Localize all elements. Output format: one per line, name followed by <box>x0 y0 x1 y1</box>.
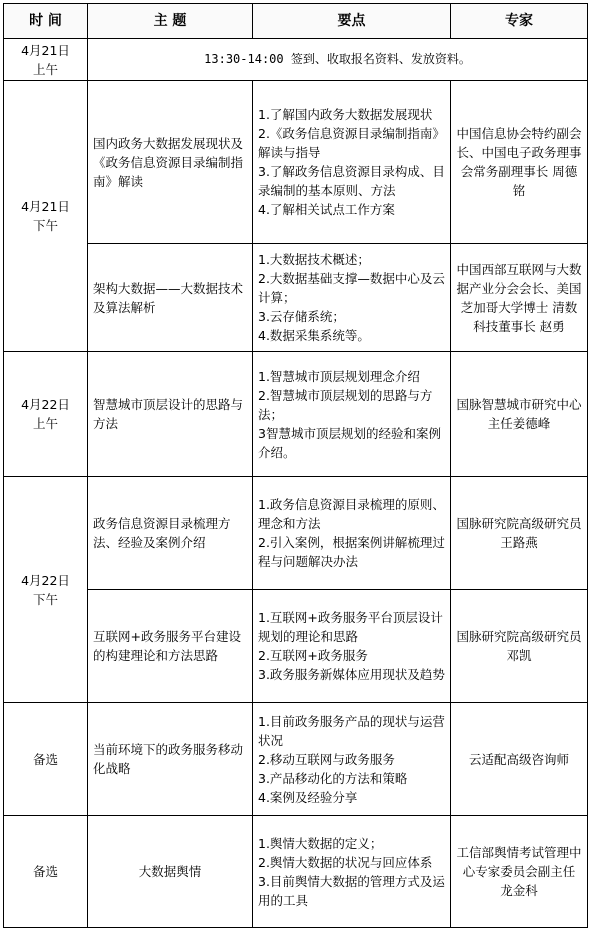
topic-text: 大数据舆情 <box>138 864 202 879</box>
table-row <box>4 81 588 244</box>
topic-cell <box>88 590 253 703</box>
point-item: 2.舆情大数据的状况与回应体系 <box>258 854 433 870</box>
topic-text: 互联网+政务服务平台建设的构建理论和方法思路 <box>93 629 241 663</box>
point-item: 4.了解相关试点工作方案 <box>258 202 395 217</box>
expert-text: 工信部舆情考试管理中心专家委员会副主任 龙金科 <box>456 845 582 898</box>
point-item: 2.互联网+政务服务 <box>258 648 368 663</box>
point-item: 4.案例及经验分享 <box>258 789 358 805</box>
topic-text: 当前环境下的政务服务移动化战略 <box>93 742 244 776</box>
point-item: 2.引入案例，根据案例讲解梳理过程与问题解决办法 <box>258 535 445 569</box>
topic-text: 国内政务大数据发展现状及《政务信息资源目录编制指南》解读 <box>93 135 244 189</box>
expert-text: 国脉研究院高级研究员王路燕 <box>456 516 582 550</box>
expert-cell <box>451 703 588 816</box>
time-cell <box>4 352 88 477</box>
schedule-table <box>3 3 588 928</box>
points-cell <box>253 703 451 816</box>
header-time: 时 间 <box>4 4 88 39</box>
point-item: 2.移动互联网与政务服务 <box>258 751 395 767</box>
time-text: 备选 <box>32 751 58 767</box>
time-text: 4月21日 上午 <box>21 42 70 77</box>
point-item: 1.智慧城市顶层规划理念介绍 <box>258 368 420 384</box>
expert-text: 云适配高级咨询师 <box>468 751 569 767</box>
point-item: 1.了解国内政务大数据发展现状 <box>258 107 433 122</box>
points-cell <box>253 81 451 244</box>
table-row <box>4 590 588 703</box>
topic-text: 架构大数据——大数据技术及算法解析 <box>93 280 244 315</box>
topic-text: 智慧城市顶层设计的思路与方法 <box>93 397 244 431</box>
point-item: 1.舆情大数据的定义； <box>258 835 383 851</box>
table-row <box>4 816 588 928</box>
expert-cell <box>451 477 588 590</box>
expert-cell <box>451 244 588 352</box>
expert-text: 国脉智慧城市研究中心主任姜德峰 <box>456 397 582 431</box>
time-cell <box>4 477 88 703</box>
point-item: 1.政务信息资源目录梳理的原则、理念和方法 <box>258 497 445 531</box>
time-cell <box>4 816 88 928</box>
point-item: 2.大数据基础支撑—数据中心及云计算； <box>258 271 445 305</box>
table-row <box>4 703 588 816</box>
expert-cell <box>451 816 588 928</box>
table-row <box>4 477 588 590</box>
points-cell <box>253 477 451 590</box>
header-points: 要点 <box>253 4 451 39</box>
time-text: 备选 <box>32 864 58 879</box>
time-cell <box>4 703 88 816</box>
table-row <box>4 352 588 477</box>
point-item: 3.云存储系统； <box>258 309 345 324</box>
points-cell <box>253 244 451 352</box>
point-item: 1.目前政务服务产品的现状与运营状况 <box>258 713 445 748</box>
topic-cell <box>88 703 253 816</box>
topic-text: 政务信息资源目录梳理方法、经验及案例介绍 <box>93 516 231 550</box>
header-topic: 主 题 <box>88 4 253 39</box>
point-item: 2.智慧城市顶层规划的思路与方法； <box>258 387 433 422</box>
time-text: 4月22日 下午 <box>21 572 70 607</box>
point-item: 2.《政务信息资源目录编制指南》解读与指导 <box>258 126 445 160</box>
signin-text: 13:30-14:00 签到、收取报名资料、发放资料。 <box>204 52 471 66</box>
topic-cell <box>88 352 253 477</box>
header-expert: 专家 <box>451 4 588 39</box>
topic-cell <box>88 244 253 352</box>
table-row <box>4 244 588 352</box>
time-text: 4月21日 下午 <box>21 199 70 233</box>
topic-cell <box>88 81 253 244</box>
time-cell <box>4 39 88 81</box>
signin-cell <box>88 39 588 81</box>
table-row <box>4 39 588 81</box>
expert-cell <box>451 81 588 244</box>
point-item: 3智慧城市顶层规划的经验和案例介绍。 <box>258 425 441 460</box>
points-cell <box>253 590 451 703</box>
topic-cell <box>88 816 253 928</box>
point-item: 1.大数据技术概述； <box>258 252 370 267</box>
point-item: 1.互联网+政务服务平台顶层设计规划的理论和思路 <box>258 610 443 644</box>
expert-text: 中国信息协会特约副会长、中国电子政务理事会常务副理事长 周德铭 <box>456 126 582 198</box>
point-item: 4.数据采集系统等。 <box>258 328 370 343</box>
point-item: 3.产品移动化的方法和策略 <box>258 770 408 786</box>
expert-cell <box>451 590 588 703</box>
points-cell <box>253 816 451 928</box>
time-cell <box>4 81 88 352</box>
expert-text: 中国西部互联网与大数据产业分会会长、美国芝加哥大学博士 清数科技董事长 赵勇 <box>456 261 582 334</box>
expert-cell <box>451 352 588 477</box>
point-item: 3.了解政务信息资源目录构成、目录编制的基本原则、方法 <box>258 164 445 198</box>
time-text: 4月22日 上午 <box>21 397 70 431</box>
expert-text: 国脉研究院高级研究员邓凯 <box>456 629 582 663</box>
header-row <box>4 4 588 39</box>
points-cell <box>253 352 451 477</box>
point-item: 3.目前舆情大数据的管理方式及运用的工具 <box>258 873 445 908</box>
point-item: 3.政务服务新媒体应用现状及趋势 <box>258 667 445 682</box>
topic-cell <box>88 477 253 590</box>
